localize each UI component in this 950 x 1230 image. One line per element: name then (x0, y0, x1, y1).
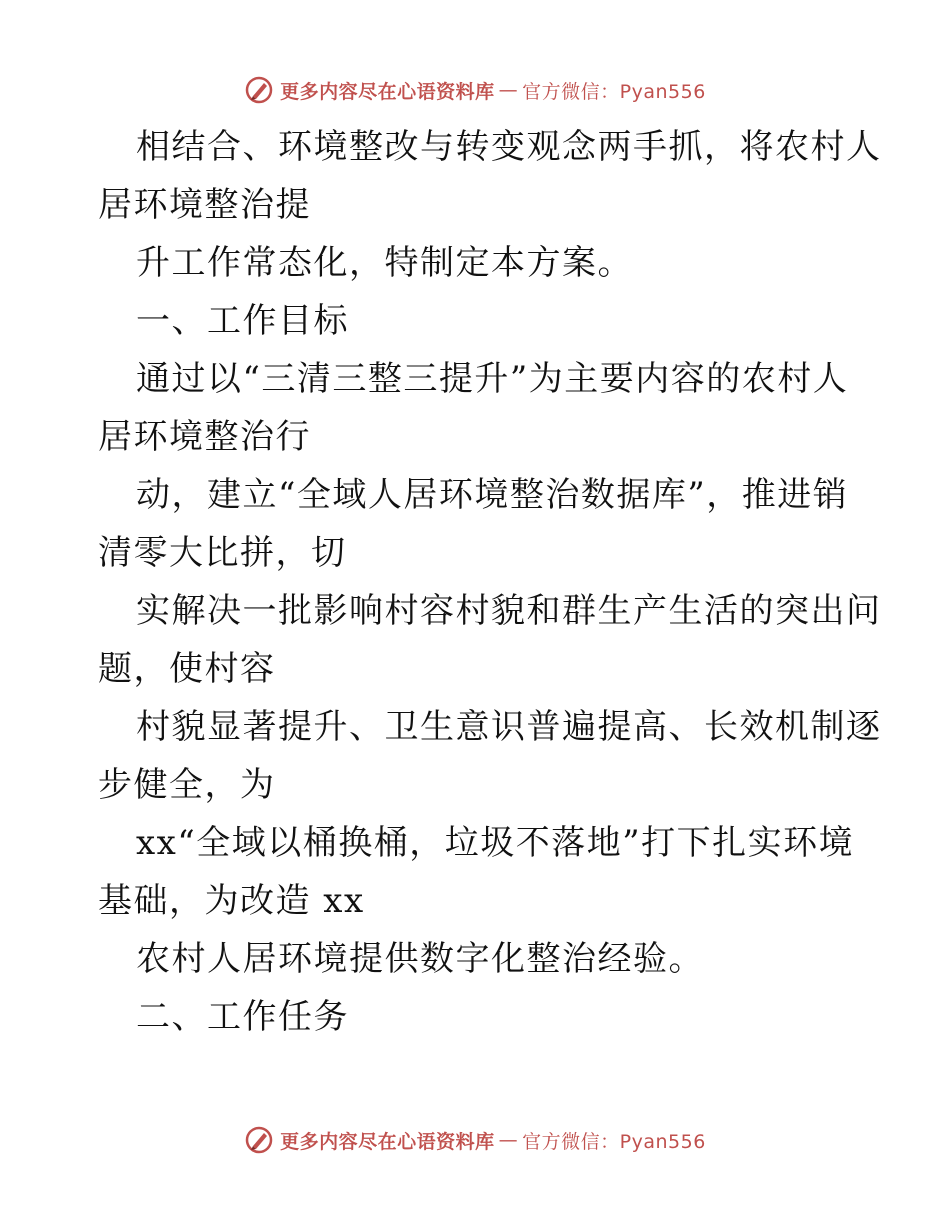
text-line: 农村人居环境提供数字化整治经验。 (136, 939, 704, 979)
text-line: 动，建立“全域人居环境整治数据库”，推进销 (136, 475, 849, 515)
text-line: 清零大比拼，切 (98, 533, 347, 573)
watermark-title: 更多内容尽在心语资料库 (280, 1130, 495, 1153)
document-body (98, 118, 882, 1046)
text-line: 相结合、环境整改与转变观念两手抓，将农村人 (136, 127, 882, 167)
section-heading: 一、工作目标 (136, 301, 349, 341)
header-watermark (0, 70, 950, 110)
section-heading: 二、工作任务 (136, 997, 349, 1037)
watermark-contact: 官方微信：Pyan556 (522, 1130, 706, 1153)
watermark-separator: — (498, 79, 519, 101)
text-line: 居环境整治提 (98, 185, 311, 225)
text-line: 通过以“三清三整三提升”为主要内容的农村人 (136, 359, 849, 399)
text-line: 居环境整治行 (98, 417, 311, 457)
watermark-title: 更多内容尽在心语资料库 (280, 80, 495, 103)
text-line: 题，使村容 (98, 649, 276, 689)
text-line: 基础，为改造 xx (98, 881, 365, 921)
text-line: 步健全，为 (98, 765, 276, 805)
text-line: 实解决一批影响村容村貌和群生产生活的突出问 (136, 591, 882, 631)
watermark-separator: — (498, 1129, 519, 1151)
watermark-contact: 官方微信：Pyan556 (522, 80, 706, 103)
pen-logo-icon (244, 75, 274, 105)
footer-watermark (0, 1120, 950, 1160)
text-line: 升工作常态化，特制定本方案。 (136, 243, 633, 283)
pen-logo-icon (244, 1125, 274, 1155)
text-line: 村貌显著提升、卫生意识普遍提高、长效机制逐 (136, 707, 882, 747)
text-line: xx“全域以桶换桶，垃圾不落地”打下扎实环境 (136, 823, 855, 863)
